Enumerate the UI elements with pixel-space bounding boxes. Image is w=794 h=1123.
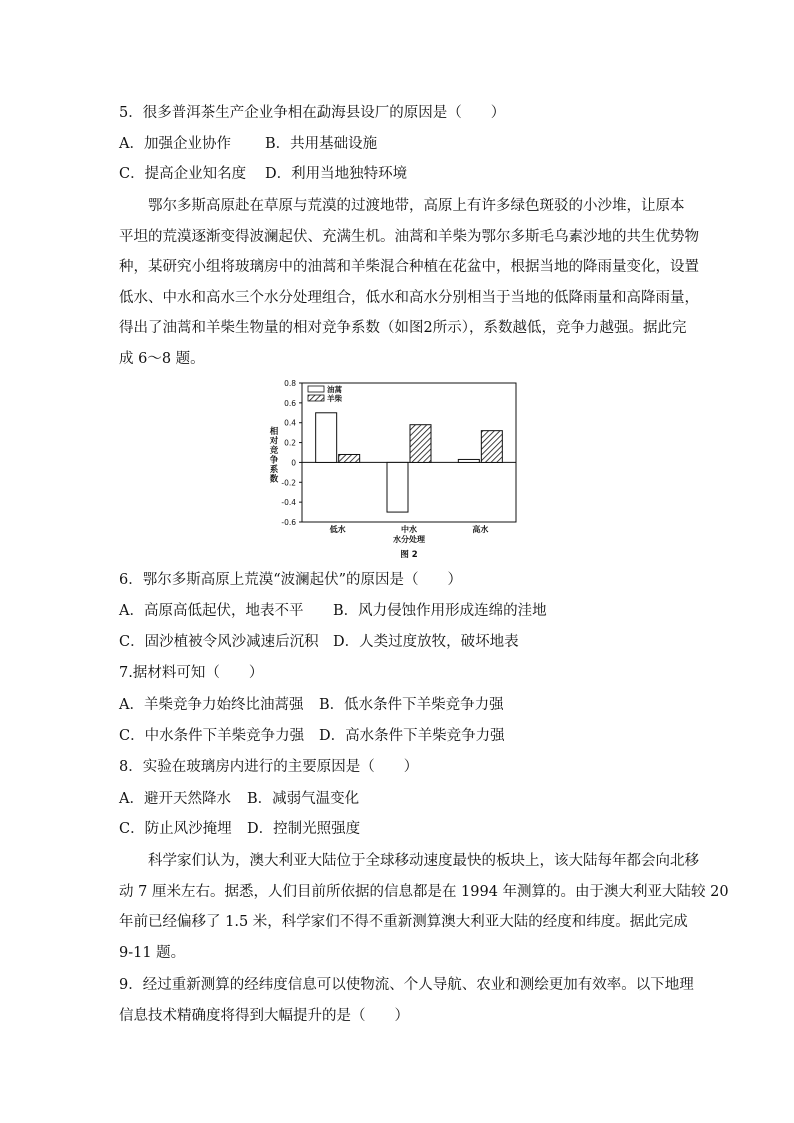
- q5-option-a[interactable]: A．加强企业协作: [119, 136, 231, 152]
- legend-label: 羊柴: [327, 394, 342, 403]
- q8-option-c[interactable]: C．防止风沙掩埋: [119, 821, 232, 837]
- y-tick-label: -0.6: [281, 518, 296, 527]
- passage-line: 动 7 厘米左右。据悉，人们目前所依据的信息都是在 1994 年测算的。由于澳大利亚大陆较 20: [119, 883, 729, 900]
- q8-options-row1: [119, 789, 359, 809]
- q6-option-d[interactable]: D．人类过度放牧，破坏地表: [333, 634, 519, 650]
- q7-option-a[interactable]: A．羊柴竞争力始终比油蒿强: [119, 697, 304, 713]
- q6-options-row2: [119, 632, 519, 652]
- q7-option-b[interactable]: B．低水条件下羊柴竞争力强: [319, 697, 504, 713]
- passage-ordos: [119, 196, 699, 380]
- q5-options-row1: [119, 134, 377, 154]
- bar-series2: [410, 425, 431, 463]
- bar-series2: [481, 431, 502, 463]
- passage-line: 鄂尔多斯高原赴在草原与荒漠的过渡地带，高原上有许多绿色斑驳的小沙堆，让原本: [148, 198, 685, 214]
- y-axis-label-char: 数: [269, 474, 279, 485]
- q8-stem: 8．实验在玻璃房内进行的主要原因是（ ）: [119, 759, 419, 775]
- figure-2-chart: [262, 374, 532, 564]
- bar-series1: [316, 413, 337, 463]
- q5-option-d[interactable]: D．利用当地独特环境: [265, 166, 408, 182]
- q8-option-b[interactable]: B．减弱气温变化: [247, 791, 360, 807]
- q9-stem-line1: 9．经过重新测算的经纬度信息可以使物流、个人导航、农业和测绘更加有效率。以下地理: [119, 977, 694, 993]
- q7-options-row1: [119, 695, 504, 715]
- x-tick-label: 中水: [401, 525, 417, 534]
- passage-line: 平坦的荒漠逐渐变得波澜起伏、充满生机。油蒿和羊柴为鄂尔多斯毛乌素沙地的共生优势物: [119, 228, 699, 245]
- q8-options-row2: [119, 819, 360, 839]
- q7-stem: 7.据材料可知（ ）: [119, 665, 264, 681]
- passage-line: 9-11 题。: [119, 944, 186, 961]
- y-tick-label: 0.2: [284, 438, 296, 448]
- passage-line: 低水、中水和高水三个水分处理组合，低水和高水分别相当于当地的低降雨量和高降雨量，: [119, 289, 699, 306]
- q7-option-c[interactable]: C．中水条件下羊柴竞争力强: [119, 728, 305, 744]
- y-axis-label-char: 争: [269, 455, 279, 466]
- q7-option-d[interactable]: D．高水条件下羊柴竞争力强: [319, 728, 505, 744]
- q6-options-row1: [119, 601, 547, 621]
- x-tick-label: 高水: [472, 525, 489, 534]
- bar-series2: [339, 454, 360, 462]
- y-axis-label-char: 对: [269, 436, 279, 447]
- bar-series1: [387, 462, 408, 512]
- y-tick-label: 0.4: [284, 418, 296, 428]
- passage-line: 种，某研究小组将玻璃房中的油蒿和羊柴混合种植在花盆中，根据当地的降雨量变化，设置: [119, 259, 699, 276]
- x-axis-label: 水分处理: [393, 535, 425, 544]
- x-tick-label: 低水: [329, 525, 346, 534]
- q6-option-a[interactable]: A．高原高低起伏，地表不平: [119, 603, 304, 619]
- q6-option-c[interactable]: C．固沙植被令风沙减速后沉积: [119, 634, 319, 650]
- q9-stem-line2: 信息技术精确度将得到大幅提升的是（ ）: [119, 1008, 409, 1024]
- y-tick-label: -0.4: [281, 498, 296, 508]
- q6-stem: 6．鄂尔多斯高原上荒漠“波澜起伏”的原因是（ ）: [119, 572, 463, 588]
- q7-options-row2: [119, 726, 505, 746]
- q5-option-c[interactable]: C．提高企业知名度: [119, 166, 247, 182]
- y-axis-label-char: 竞: [269, 446, 279, 456]
- y-tick-label: 0: [291, 458, 296, 468]
- q6-option-b[interactable]: B．风力侵蚀作用形成连绵的洼地: [333, 603, 547, 619]
- y-tick-label: -0.2: [281, 478, 296, 488]
- passage-australia: [119, 851, 729, 973]
- bar-chart: [262, 374, 532, 564]
- q8-option-a[interactable]: A．避开天然降水: [119, 791, 231, 807]
- y-axis-label-char: 系: [269, 465, 279, 475]
- legend-swatch: [308, 395, 324, 401]
- passage-line: 得出了油蒿和羊柴生物量的相对竞争系数（如图2所示），系数越低，竞争力越强。据此完: [119, 320, 687, 337]
- legend-swatch: [308, 386, 324, 392]
- q5-stem: 5．很多普洱茶生产企业争相在勐海县设厂的原因是（ ）: [119, 105, 506, 121]
- y-axis-label-char: 相: [269, 427, 279, 437]
- legend-label: 油蒿: [327, 385, 342, 394]
- y-tick-label: 0.8: [284, 379, 296, 388]
- bar-series1: [458, 459, 479, 462]
- q5-option-b[interactable]: B．共用基础设施: [265, 136, 378, 152]
- q8-option-d[interactable]: D．控制光照强度: [247, 821, 361, 837]
- passage-line: 成 6～8 题。: [119, 350, 205, 367]
- passage-line: 年前已经偏移了 1.5 米，科学家们不得不重新测算澳大利亚大陆的经度和纬度。据此完成: [119, 914, 688, 931]
- passage-line: 科学家们认为，澳大利亚大陆位于全球移动速度最快的板块上，该大陆每年都会向北移: [148, 853, 699, 869]
- figure-caption: 图 2: [400, 550, 418, 560]
- q5-options-row2: [119, 164, 407, 184]
- y-tick-label: 0.6: [284, 398, 296, 408]
